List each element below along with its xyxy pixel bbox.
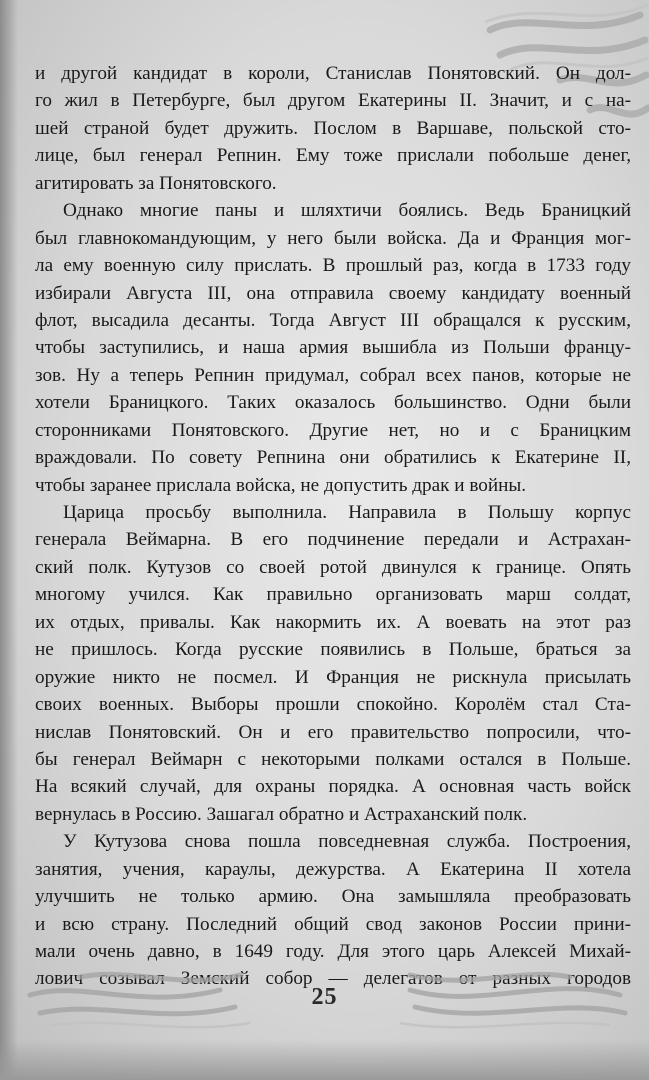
text-line: вернулась в Россию. Зашагал обратно и Астраханский полк.	[35, 803, 528, 825]
text-line: их отдых, привалы. Как накормить их. А воевать на этот раз	[35, 611, 631, 633]
text-line: оружие никто не посмел. И Франция не рискнула присылать	[35, 666, 631, 688]
text-line: ский полк. Кутузов со своей ротой двинулся к границе. Опять	[35, 556, 631, 578]
text-line: го жил в Петербурге, был другом Екатерины II. Значит, и с на-	[35, 90, 631, 112]
text-line: бы генерал Веймарн с некоторыми полками остался в Польше.	[35, 748, 631, 770]
text-line: занятия, учения, караулы, дежурства. А Екатерина II хотела	[35, 858, 631, 880]
text-line: нислав Понятовский. Он и его правительство попросили, что-	[35, 721, 631, 743]
text-line: лице, был генерал Репнин. Ему тоже прислали побольше денег,	[35, 145, 631, 167]
text-line: своих военных. Выборы прошли спокойно. Королём стал Ста-	[35, 694, 631, 716]
text-line: сторонниками Понятовского. Другие нет, но и с Браницким	[35, 419, 631, 441]
page-number: 25	[311, 984, 338, 1010]
text-line: лович созывал Земский собор — делегатов от разных городов	[35, 968, 631, 990]
text-line: улучшить не только армию. Она замышляла преобразовать	[35, 886, 631, 908]
text-line: и всю страну. Последний общий свод законов России прини-	[35, 913, 631, 935]
text-line: чтобы заранее прислала войска, не допустить драк и войны.	[35, 474, 527, 496]
text-line: Царица просьбу выполнила. Направила в Польшу корпус	[63, 502, 631, 523]
text-line: агитировать за Понятовского.	[35, 172, 277, 194]
text-line: хотели Браницкого. Таких оказалось большинство. Одни были	[35, 392, 631, 414]
text-line: ла ему военную силу прислать. В прошлый раз, когда в 1733 году	[35, 255, 631, 277]
page-body-text	[35, 60, 631, 993]
text-line: флот, высадила десанты. Тогда Август III обращался к русским,	[35, 309, 631, 331]
text-line: Однако многие паны и шляхтичи боялись. Ведь Браницкий	[63, 200, 631, 222]
text-line: чтобы заступились, и наша армия вышибла из Польши францу-	[35, 337, 631, 359]
text-line: зов. Ну а теперь Репнин придумал, собрал всех панов, которые не	[35, 364, 631, 386]
text-line: враждовали. По совету Репнина они обратились к Екатерине II,	[35, 447, 631, 469]
text-line: не пришлось. Когда русские появились в Польше, браться за	[35, 639, 631, 661]
text-line: мали очень давно, в 1649 году. Для этого царь Алексей Михай-	[35, 941, 631, 962]
text-line: На всякий случай, для охраны порядка. А основная часть войск	[35, 776, 631, 798]
text-line: генерала Веймарна. В его подчинение передали и Астрахан-	[35, 529, 631, 551]
page-gutter-shadow	[0, 0, 18, 1080]
text-line: и другой кандидат в короли, Станислав Понятовский. Он дол-	[35, 63, 631, 84]
text-line: избирали Августа III, она отправила своему кандидату военный	[35, 282, 631, 304]
text-line: шей страной будет дружить. Послом в Варшаве, польской сто-	[35, 117, 631, 139]
text-line: был главнокомандующим, у него были войска. Да и Франция мог-	[35, 227, 631, 249]
text-line: многому учился. Как правильно организовать марш солдат,	[35, 584, 631, 606]
page-bottom-shadow	[0, 1040, 649, 1080]
text-line: У Кутузова снова пошла повседневная служба. Построения,	[63, 831, 631, 853]
